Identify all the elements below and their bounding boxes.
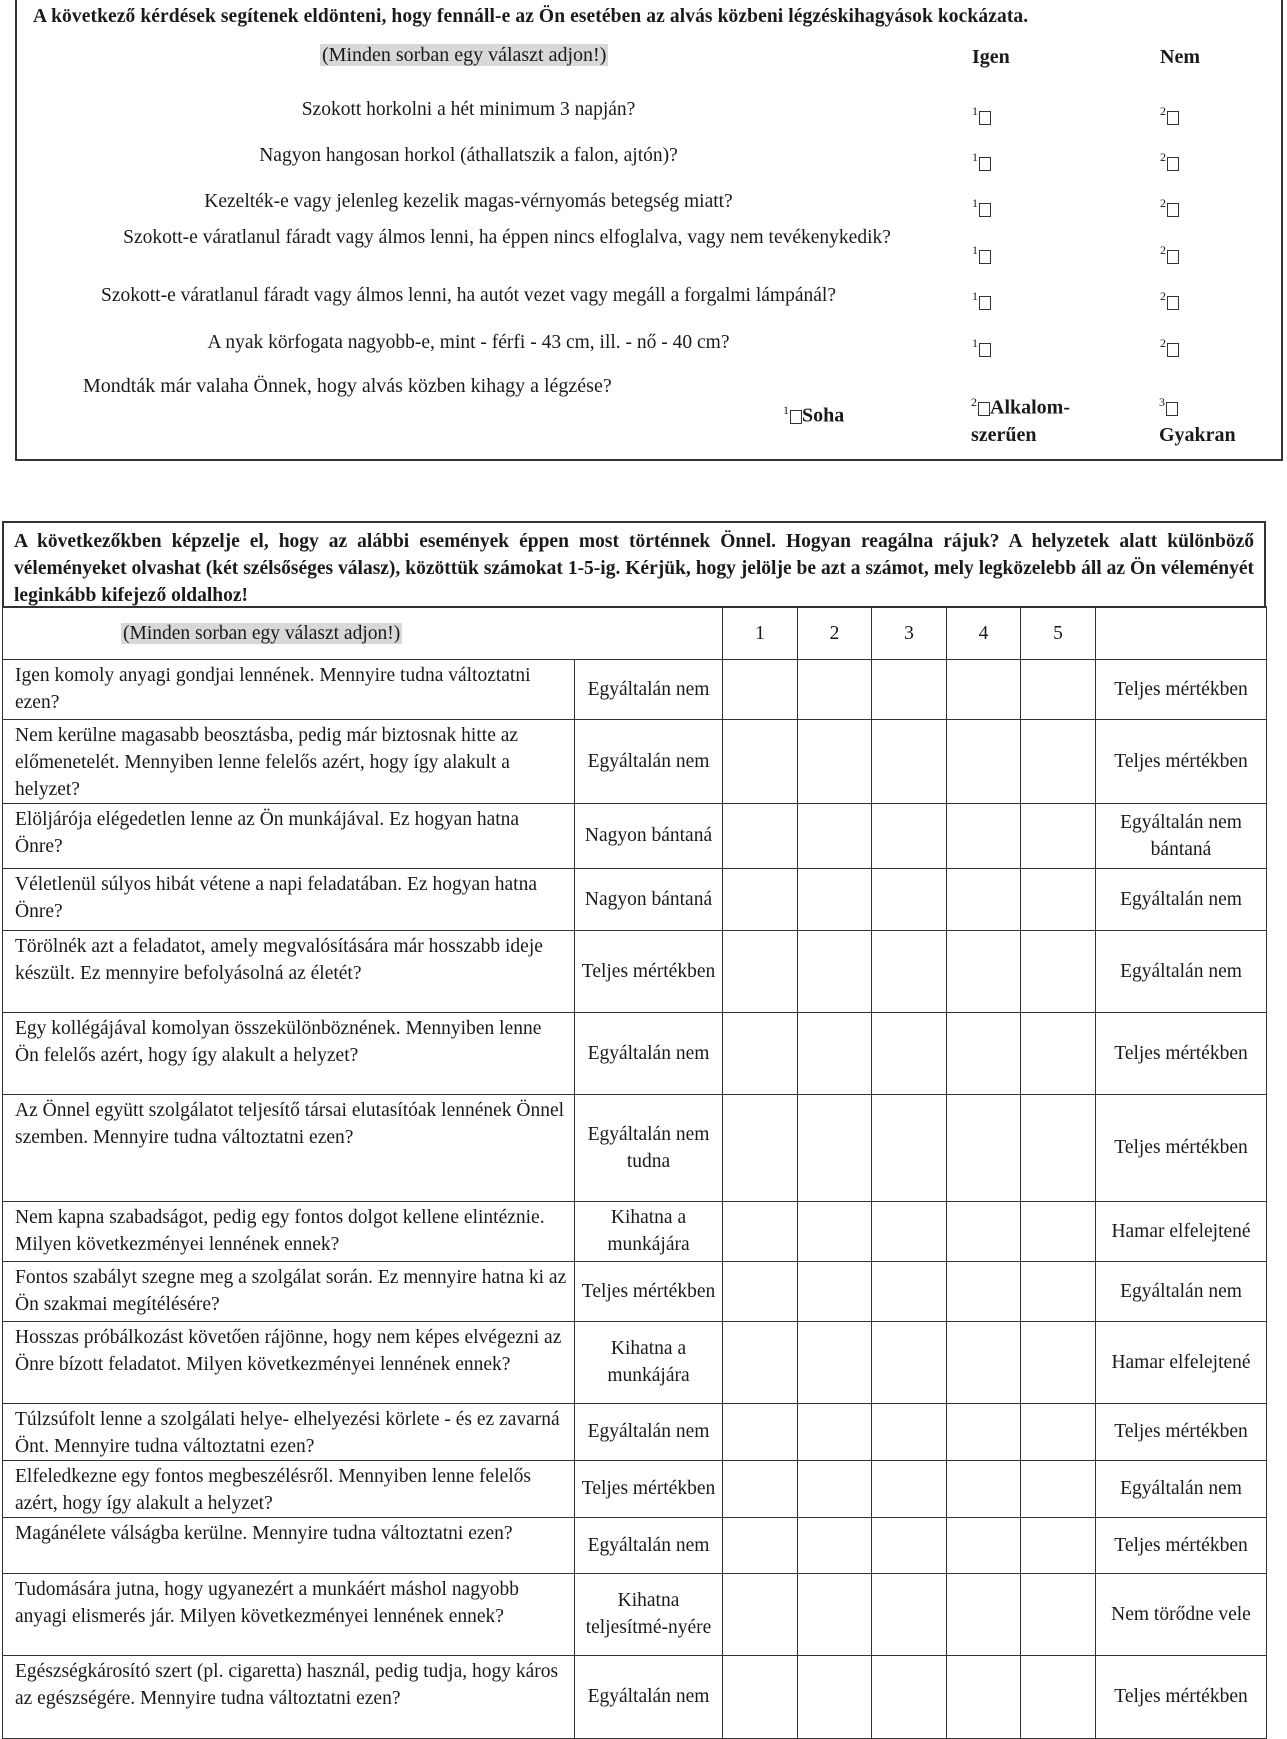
rating-cell-4[interactable]: [947, 1517, 1021, 1573]
option-no[interactable]: 2: [1160, 289, 1179, 314]
rating-cell-5[interactable]: [1021, 1655, 1096, 1738]
checkbox[interactable]: [979, 343, 991, 357]
table-row: [3, 1655, 1267, 1738]
rating-table: [2, 606, 1267, 1739]
table-row: [3, 803, 1267, 868]
right-anchor-label: Hamar elfelejtené: [1096, 1321, 1267, 1403]
situation-text: Igen komoly anyagi gondjai lennének. Mennyire tudna változtatni ezen?: [3, 659, 575, 719]
rating-cell-2[interactable]: [798, 1201, 872, 1261]
right-anchor-label: Teljes mértékben: [1096, 719, 1267, 803]
left-anchor-label: Egyáltalán nem: [575, 1403, 723, 1460]
rating-cell-4[interactable]: [947, 1573, 1021, 1655]
checkbox[interactable]: [979, 157, 991, 171]
left-anchor-label: Kihatna a munkájára: [575, 1201, 723, 1261]
rating-cell-4[interactable]: [947, 1012, 1021, 1094]
right-anchor-label: Egyáltalán nem: [1096, 930, 1267, 1012]
rating-cell-2[interactable]: [798, 1261, 872, 1321]
table-row: [3, 1460, 1267, 1517]
rating-cell-3[interactable]: [872, 1321, 947, 1403]
question-breathing-pause: Mondták már valaha Önnek, hogy alvás közben kihagy a légzése?: [83, 375, 612, 397]
rating-cell-4[interactable]: [947, 659, 1021, 719]
right-anchor-label: Teljes mértékben: [1096, 1012, 1267, 1094]
checkbox[interactable]: [790, 410, 802, 424]
rating-cell-2[interactable]: [798, 1460, 872, 1517]
left-anchor-label: Egyáltalán nem: [575, 659, 723, 719]
rating-cell-1[interactable]: [723, 1517, 798, 1573]
rating-cell-4[interactable]: [947, 1261, 1021, 1321]
question-text: Szokott horkolni a hét minimum 3 napján?: [301, 99, 636, 120]
checkbox[interactable]: [978, 402, 990, 416]
rating-cell-5[interactable]: [1021, 659, 1096, 719]
table-row: [3, 1573, 1267, 1655]
rating-cell-5[interactable]: [1021, 1012, 1096, 1094]
section1-instruction: [320, 44, 608, 67]
situation-text: Nem kerülne magasabb beosztásba, pedig már biztosnak hitte az előmenetelét. Mennyiben lenne felelős azért, hogy így alakult a helyzet?: [3, 719, 575, 803]
right-anchor-label: Teljes mértékben: [1096, 1094, 1267, 1201]
situation-text: Egy kollégájával komolyan összekülönböznének. Mennyiben lenne Ön felelős azért, hogy így alakult a helyzet?: [3, 1012, 575, 1094]
option-no[interactable]: 2: [1160, 104, 1179, 129]
option-yes[interactable]: 1: [972, 243, 991, 268]
rating-cell-2[interactable]: [798, 1321, 872, 1403]
rating-cell-5[interactable]: [1021, 1403, 1096, 1460]
table-header-spacer: [1096, 607, 1267, 659]
section1-title: A következő kérdések segítenek eldönteni, hogy fennáll-e az Ön esetében az alvás közbeni légzéskihagyások kockázata.: [33, 6, 1029, 27]
option-yes[interactable]: 1: [972, 289, 991, 314]
rating-cell-1[interactable]: [723, 719, 798, 803]
checkbox[interactable]: [1167, 250, 1179, 264]
rating-cell-5[interactable]: [1021, 1261, 1096, 1321]
instruction-highlight: (Minden sorban egy választ adjon!): [123, 622, 401, 644]
table-row: [3, 1517, 1267, 1573]
rating-cell-2[interactable]: [798, 1655, 872, 1738]
situation-text: Tudomására jutna, hogy ugyanezért a munkáért máshol nagyobb anyagi elismerés jár. Milyen következményei lennének ennek?: [3, 1573, 575, 1655]
question-text: Szokott-e váratlanul fáradt vagy álmos lenni, ha autót vezet vagy megáll a forgalmi lámpánál?: [101, 285, 836, 306]
table-row: [3, 1012, 1267, 1094]
rating-cell-5[interactable]: [1021, 1094, 1096, 1201]
checkbox[interactable]: [979, 111, 991, 125]
question-text: Szokott-e váratlanul fáradt vagy álmos lenni, ha éppen nincs elfoglalva, vagy nem tevékenykedik?: [123, 227, 891, 248]
right-anchor-label: Teljes mértékben: [1096, 1517, 1267, 1573]
table-row: [3, 1201, 1267, 1261]
rating-cell-1[interactable]: [723, 1403, 798, 1460]
right-anchor-label: Egyáltalán nem: [1096, 868, 1267, 930]
situation-text: Törölnék azt a feladatot, amely megvalósítására már hosszabb ideje készült. Ez mennyire befolyásolná az életét?: [3, 930, 575, 1012]
scale-header-4: 4: [947, 607, 1021, 659]
rating-cell-2[interactable]: [798, 930, 872, 1012]
rating-cell-1[interactable]: [723, 1012, 798, 1094]
rating-cell-2[interactable]: [798, 719, 872, 803]
right-anchor-label: Hamar elfelejtené: [1096, 1201, 1267, 1261]
rating-cell-1[interactable]: [723, 1321, 798, 1403]
rating-cell-4[interactable]: [947, 1321, 1021, 1403]
rating-cell-5[interactable]: [1021, 1573, 1096, 1655]
option-occasionally[interactable]: $^2$ Alkalom- szerűen: [971, 395, 1070, 446]
table-row: [3, 930, 1267, 1012]
rating-cell-3[interactable]: [872, 719, 947, 803]
rating-cell-5[interactable]: [1021, 1321, 1096, 1403]
left-anchor-label: Kihatna a munkájára: [575, 1321, 723, 1403]
rating-cell-5[interactable]: [1021, 868, 1096, 930]
situation-text: Véletlenül súlyos hibát vétene a napi feladatában. Ez hogyan hatna Önre?: [3, 868, 575, 930]
checkbox[interactable]: [1167, 111, 1179, 125]
situation-text: Nem kapna szabadságot, pedig egy fontos dolgot kellene elintéznie. Milyen következményei lennének ennek?: [3, 1201, 575, 1261]
option-yes[interactable]: 1: [972, 196, 991, 221]
rating-cell-2[interactable]: [798, 803, 872, 868]
situation-text: Túlzsúfolt lenne a szolgálati helye- elhelyezési körlete - és ez zavarná Önt. Mennyire tudna változtatni ezen?: [3, 1403, 575, 1460]
table-row: [3, 719, 1267, 803]
checkbox[interactable]: [1167, 157, 1179, 171]
situation-text: Hosszas próbálkozást követően rájönne, hogy nem képes elvégezni az Önre bízott feladatot. Milyen következményei lennének ennek?: [3, 1321, 575, 1403]
rating-cell-1[interactable]: [723, 930, 798, 1012]
scale-header-5: 5: [1021, 607, 1096, 659]
attribution-section-header: A következőkben képzelje el, hogy az alábbi események éppen most történnek Önnel. Hogyan reagálna rájuk? A helyzetek alatt különböző véleményeket olvashat (két szélsőséges válasz), közöttük számokat 1-5-ig. Kérjük, hogy jelölje be azt a számot, mely legközelebb áll az Ön véleményét leginkább kifejező oldalhoz!: [2, 521, 1266, 606]
option-never[interactable]: $^1$ Soha: [783, 403, 845, 427]
scale-header-3: 3: [872, 607, 947, 659]
scale-header-1: 1: [723, 607, 798, 659]
rating-cell-4[interactable]: [947, 1655, 1021, 1738]
rating-cell-1[interactable]: [723, 1261, 798, 1321]
rating-cell-4[interactable]: [947, 868, 1021, 930]
right-anchor-label: Egyáltalán nem bántaná: [1096, 803, 1267, 868]
rating-cell-5[interactable]: [1021, 930, 1096, 1012]
situation-text: Egészségkárosító szert (pl. cigaretta) használ, pedig tudja, hogy káros az egészségére. Mennyire tudna változtatni ezen?: [3, 1655, 575, 1738]
option-yes[interactable]: 1: [972, 104, 991, 129]
rating-cell-5[interactable]: [1021, 1201, 1096, 1261]
left-anchor-label: Egyáltalán nem tudna: [575, 1094, 723, 1201]
left-anchor-label: Teljes mértékben: [575, 1261, 723, 1321]
left-anchor-label: Egyáltalán nem: [575, 719, 723, 803]
rating-cell-3[interactable]: [872, 1403, 947, 1460]
rating-cell-2[interactable]: [798, 1517, 872, 1573]
rating-cell-3[interactable]: [872, 1261, 947, 1321]
rating-cell-2[interactable]: [798, 1094, 872, 1201]
table-row: [3, 868, 1267, 930]
option-no[interactable]: 2: [1160, 243, 1179, 268]
right-anchor-label: Teljes mértékben: [1096, 1655, 1267, 1738]
table-row: [3, 1403, 1267, 1460]
rating-cell-4[interactable]: [947, 1094, 1021, 1201]
situation-text: Elöljárója elégedetlen lenne az Ön munkájával. Ez hogyan hatna Önre?: [3, 803, 575, 868]
rating-cell-2[interactable]: [798, 868, 872, 930]
option-yes[interactable]: 1: [972, 150, 991, 175]
sleep-apnea-section: [15, 0, 1283, 461]
table-row: [3, 1321, 1267, 1403]
rating-cell-2[interactable]: [798, 1573, 872, 1655]
checkbox[interactable]: [1167, 296, 1179, 310]
option-no[interactable]: 2: [1160, 336, 1179, 361]
rating-cell-1[interactable]: [723, 1573, 798, 1655]
rating-cell-1[interactable]: [723, 1460, 798, 1517]
situation-text: Fontos szabályt szegne meg a szolgálat során. Ez mennyire hatna ki az Ön szakmai megítélésére?: [3, 1261, 575, 1321]
rating-cell-1[interactable]: [723, 868, 798, 930]
option-no[interactable]: 2: [1160, 196, 1179, 221]
rating-cell-4[interactable]: [947, 1460, 1021, 1517]
instruction-highlight: (Minden sorban egy választ adjon!): [322, 44, 607, 66]
right-anchor-label: Nem törődne vele: [1096, 1573, 1267, 1655]
rating-cell-2[interactable]: [798, 1403, 872, 1460]
rating-cell-4[interactable]: [947, 803, 1021, 868]
right-anchor-label: Teljes mértékben: [1096, 1403, 1267, 1460]
left-anchor-label: Egyáltalán nem: [575, 1517, 723, 1573]
option-no[interactable]: 2: [1160, 150, 1179, 175]
rating-cell-3[interactable]: [872, 1094, 947, 1201]
left-anchor-label: Egyáltalán nem: [575, 1655, 723, 1738]
situation-text: Az Önnel együtt szolgálatot teljesítő társai elutasítóak lennének Önnel szemben. Mennyire tudna változtatni ezen?: [3, 1094, 575, 1201]
rating-cell-4[interactable]: [947, 1201, 1021, 1261]
situation-text: Magánélete válságba kerülne. Mennyire tudna változtatni ezen?: [3, 1517, 575, 1573]
rating-cell-3[interactable]: [872, 1573, 947, 1655]
rating-cell-5[interactable]: [1021, 1460, 1096, 1517]
checkbox[interactable]: [1166, 402, 1178, 416]
table-header-row: [3, 607, 1267, 659]
left-anchor-label: Egyáltalán nem: [575, 1012, 723, 1094]
rating-cell-1[interactable]: [723, 803, 798, 868]
rating-cell-3[interactable]: [872, 1517, 947, 1573]
right-anchor-label: Egyáltalán nem: [1096, 1460, 1267, 1517]
rating-cell-1[interactable]: [723, 1655, 798, 1738]
left-anchor-label: Nagyon bántaná: [575, 868, 723, 930]
checkbox[interactable]: [1167, 203, 1179, 217]
rating-cell-1[interactable]: [723, 1201, 798, 1261]
table-row: [3, 659, 1267, 719]
rating-cell-1[interactable]: [723, 1094, 798, 1201]
table-row: [3, 1261, 1267, 1321]
rating-cell-5[interactable]: [1021, 719, 1096, 803]
checkbox[interactable]: [979, 203, 991, 217]
table-instruction-cell: [3, 607, 723, 659]
left-anchor-label: Kihatna teljesítmé-nyére: [575, 1573, 723, 1655]
rating-cell-5[interactable]: [1021, 1517, 1096, 1573]
rating-cell-4[interactable]: [947, 1403, 1021, 1460]
scale-header-2: 2: [798, 607, 872, 659]
checkbox[interactable]: [1167, 343, 1179, 357]
rating-cell-3[interactable]: [872, 803, 947, 868]
right-anchor-label: Teljes mértékben: [1096, 659, 1267, 719]
rating-cell-3[interactable]: [872, 659, 947, 719]
rating-cell-3[interactable]: [872, 1012, 947, 1094]
rating-cell-3[interactable]: [872, 868, 947, 930]
column-header-no: Nem: [1160, 46, 1200, 68]
option-often[interactable]: $^3$ Gyakran: [1159, 395, 1236, 446]
right-anchor-label: Egyáltalán nem: [1096, 1261, 1267, 1321]
rating-cell-4[interactable]: [947, 930, 1021, 1012]
left-anchor-label: Teljes mértékben: [575, 930, 723, 1012]
column-header-yes: Igen: [972, 46, 1010, 68]
rating-cell-2[interactable]: [798, 659, 872, 719]
rating-cell-1[interactable]: [723, 659, 798, 719]
rating-cell-5[interactable]: [1021, 803, 1096, 868]
question-text: Kezelték-e vagy jelenleg kezelik magas-vérnyomás betegség miatt?: [204, 191, 733, 212]
rating-cell-4[interactable]: [947, 719, 1021, 803]
table-row: [3, 1094, 1267, 1201]
question-text: Nagyon hangosan horkol (áthallatszik a falon, ajtón)?: [259, 145, 678, 166]
rating-cell-3[interactable]: [872, 1201, 947, 1261]
checkbox[interactable]: [979, 296, 991, 310]
rating-cell-3[interactable]: [872, 1655, 947, 1738]
situation-text: Elfeledkezne egy fontos megbeszélésről. Mennyiben lenne felelős azért, hogy így alakult a helyzet?: [3, 1460, 575, 1517]
left-anchor-label: Nagyon bántaná: [575, 803, 723, 868]
rating-cell-2[interactable]: [798, 1012, 872, 1094]
rating-cell-3[interactable]: [872, 930, 947, 1012]
rating-cell-3[interactable]: [872, 1460, 947, 1517]
left-anchor-label: Teljes mértékben: [575, 1460, 723, 1517]
option-yes[interactable]: 1: [972, 336, 991, 361]
checkbox[interactable]: [979, 250, 991, 264]
question-text: A nyak körfogata nagyobb-e, mint - férfi - 43 cm, ill. - nő - 40 cm?: [207, 332, 730, 353]
